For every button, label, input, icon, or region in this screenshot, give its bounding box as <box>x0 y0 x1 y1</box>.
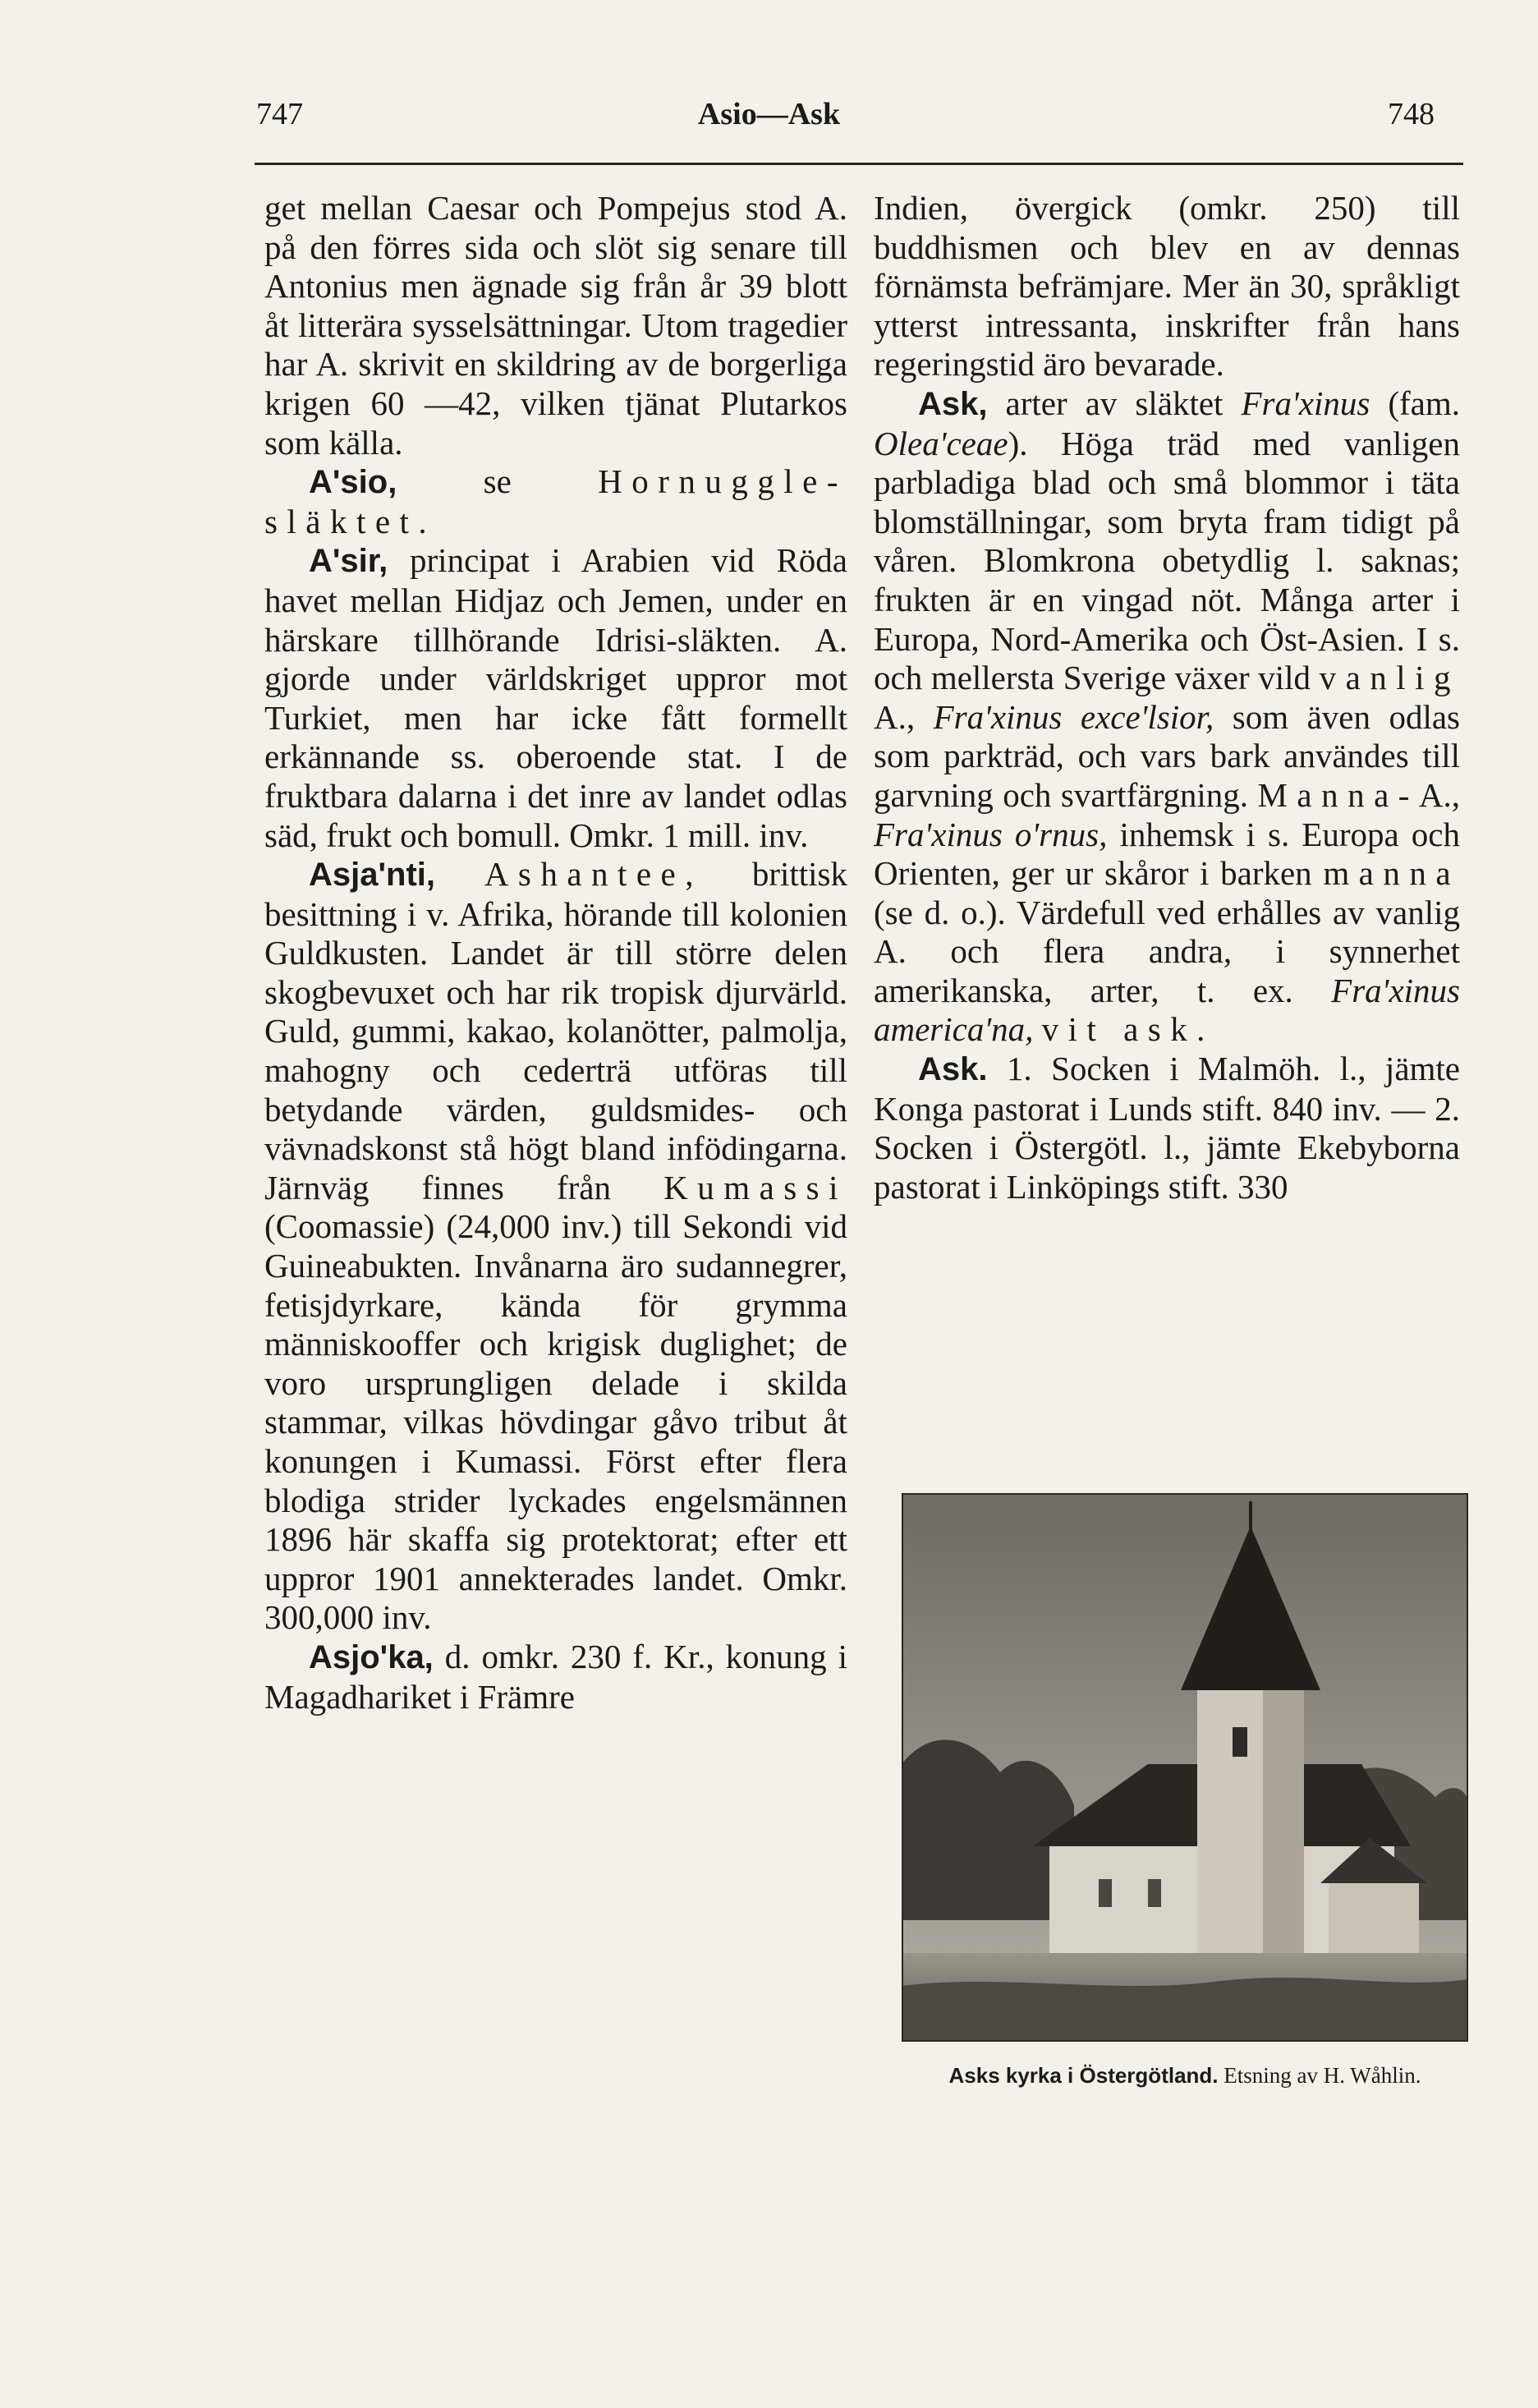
headword-asjanti: Asja'nti, <box>309 857 435 894</box>
punctuation: . <box>1196 1010 1205 1049</box>
punctuation: . <box>418 502 427 540</box>
headword-asjoka: Asjo'ka, <box>309 1638 434 1675</box>
latin-term: Olea'ceae <box>874 424 1008 462</box>
latin-term: Fra'xinus <box>1241 384 1370 422</box>
latin-term: Fra'xinus o'rnus, <box>874 815 1108 853</box>
church-figure <box>902 1493 1468 2089</box>
caption-credit: Etsning av H. Wåhlin. <box>1224 2063 1421 2088</box>
entry-text: (fam. <box>1388 384 1461 422</box>
entry-asjoka <box>264 1638 847 1716</box>
spaced-term: vit ask <box>1041 1010 1197 1049</box>
cross-reference: Hornuggle-släktet <box>264 462 847 540</box>
figure-caption <box>902 2061 1468 2089</box>
entry-text: d. omkr. 230 f. Kr., konung i Magadhariket i Främre <box>264 1637 848 1716</box>
page-number-left: 747 <box>256 97 303 131</box>
entry-ask-tree <box>874 384 1460 1050</box>
headword-asir: A'sir, <box>309 543 388 580</box>
headword-asio: A'sio, <box>309 464 397 501</box>
entry-text: A., <box>874 697 916 736</box>
see-word: se <box>483 462 512 501</box>
paragraph-continuation: Indien, övergick (omkr. 250) till buddhismen och blev en av dennas förnämsta befrämjare. Mer än 30, språkligt ytterst intressanta, inskrifter från hans regeringstid äro bevarade. <box>874 189 1460 384</box>
entry-asir <box>264 541 847 855</box>
entry-text: inhemsk i s. Europa och Orienten, ger ur skåror i barken <box>874 815 1461 893</box>
entry-text: principat i Arabien vid Röda havet mellan Hidjaz och Jemen, under en härskare tillhörande Idrisi-släkten. A. gjorde under världskriget uppror mot Turkiet, men har icke fått formellt erkännande ss. oberoende stat. I de fruktbara dalarna i det inre av landet odlas säd, frukt och bomull. Omkr. 1 mill. inv. <box>264 541 848 854</box>
caption-title: Asks kyrka i Östergötland. <box>948 2063 1219 2088</box>
running-title: Asio—Ask <box>697 97 841 131</box>
entry-text: A., <box>1418 775 1460 814</box>
spaced-term: vanlig <box>1319 659 1461 697</box>
entry-text: 1. Socken i Malmöh. l., jämte Konga pastorat i Lunds stift. 840 inv. — 2. Socken i Östergötl. l., jämte Ekebyborna pastorat i Linköpings stift. 330 <box>874 1050 1461 1206</box>
latin-term: Fra'xinus america'na, <box>874 971 1460 1049</box>
entry-text: arter av släktet <box>1005 384 1224 422</box>
page-number-right: 748 <box>1388 97 1435 131</box>
paragraph-continuation: get mellan Caesar och Pompejus stod A. på den förres sida och slöt sig senare till Antonius men ägnade sig från år 39 blott åt litterära sysselsättningar. Utom tragedier har A. skrivit en skildring av de borgerliga krigen 60 —42, vilken tjänat Plutarkos som källa. <box>264 189 847 462</box>
entry-text: brittisk besittning i v. Afrika, hörande till kolonien Guldkusten. Landet är till större delen skogbevuxet och har rik tropisk djurvärld. Guld, gummi, kakao, kolanötter, palmolja, mahogny och cederträ utföras till betydande värden, guldsmides- och vävnadskonst stå högt bland infödingarna. Järnväg finnes från <box>264 855 848 1206</box>
spaced-term: Manna- <box>1257 775 1419 814</box>
left-column <box>264 189 847 1716</box>
spaced-term: manna <box>1323 854 1460 893</box>
entry-text: som även odlas som parkträd, och vars bark användes till garvning och svartfärgning. <box>874 697 1460 814</box>
entry-asio <box>264 462 847 541</box>
entry-text: ). Höga träd med vanligen parbladiga blad och små blommor i täta blomställningar, som bryta fram tidigt på våren. Blomkrona obetydlig l. saknas; frukten är en vingad nöt. Många arter i Europa, Nord-Amerika och Öst-Asien. I s. och mellersta Sverige växer vild <box>874 424 1460 697</box>
church-etching-image <box>902 1493 1468 2042</box>
spaced-term: Kumassi <box>663 1168 847 1206</box>
entry-text: (Coomassie) (24,000 inv.) till Sekondi vid Guineabukten. Invånarna äro sudannegrer, fetisjdyrkare, kända för grymma människooffer och krigisk duglighet; de voro ursprungligen delade i skilda stammar, vilkas hövdingar gåvo tribut åt konungen i Kumassi. Först efter flera blodiga strider lyckades engelsmännen 1896 här skaffa sig protektorat; efter ett uppror 1901 annekterades landet. Omkr. 300,000 inv. <box>264 1207 847 1637</box>
entry-asjanti <box>264 855 847 1638</box>
headword-ask-parish: Ask. <box>918 1051 988 1088</box>
latin-term: Fra'xinus exce'lsior, <box>933 697 1214 736</box>
right-column <box>874 189 1460 1206</box>
header-rule <box>255 163 1463 165</box>
entry-ask-parish <box>874 1050 1460 1206</box>
spaced-term: Ashantee, <box>484 855 703 894</box>
entry-text: (se d. o.). Värdefull ved erhålles av vanlig A. och flera andra, i synnerhet amerikanska, arter, t. ex. <box>874 893 1460 1009</box>
headword-ask: Ask, <box>918 385 988 422</box>
